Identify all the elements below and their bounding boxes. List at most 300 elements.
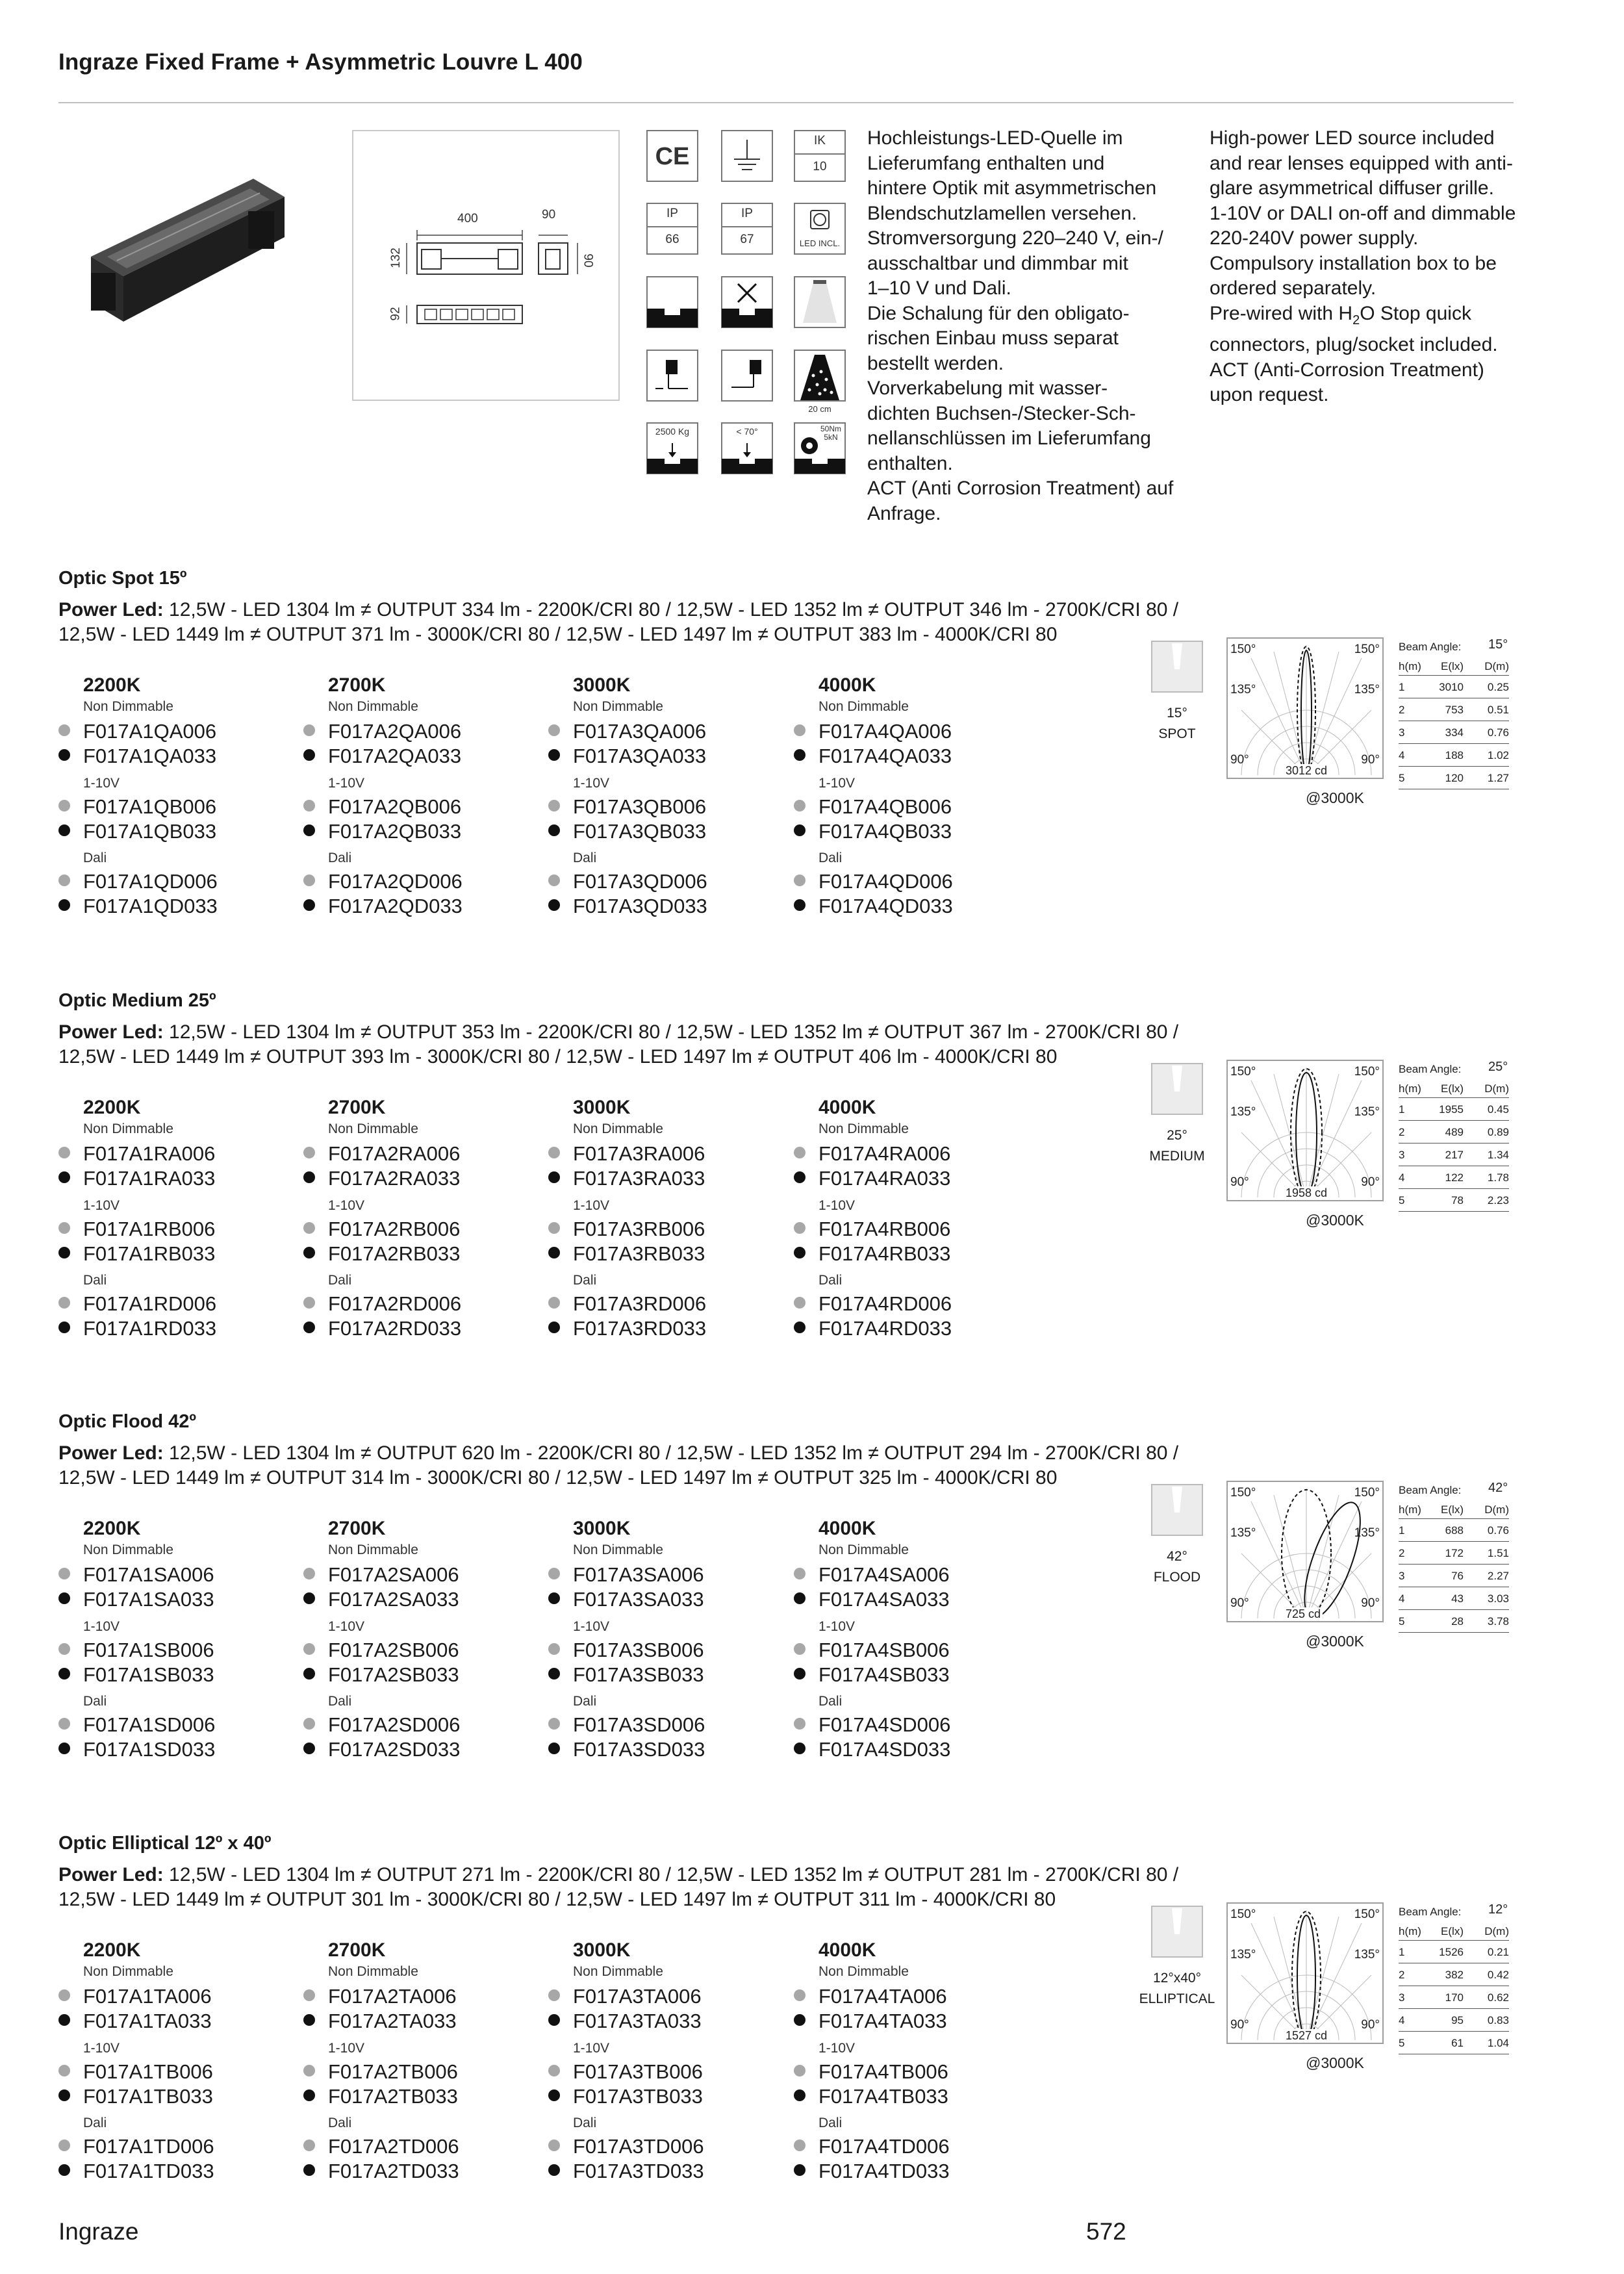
table-row [1399, 1986, 1509, 2009]
product-code [303, 895, 463, 918]
cell-illuminance: 78 [1451, 1194, 1464, 1207]
table-header-row [1399, 1077, 1509, 1098]
dimming-type: Dali [83, 1273, 107, 1288]
product-code-text: F017A4RB006 [818, 1218, 951, 1240]
col-diameter: D(m) [1484, 1925, 1509, 1937]
table-row [1399, 1189, 1509, 1212]
product-code-text: F017A2SB033 [328, 1663, 459, 1686]
product-code-text: F017A4SD006 [818, 1713, 951, 1736]
beam-value: 25° [1167, 1128, 1187, 1143]
polar-diagram [1226, 1060, 1384, 1201]
cell-diameter: 1.34 [1487, 1149, 1509, 1161]
product-code-text: F017A1TD006 [83, 2135, 214, 2158]
dimming-type: Dali [328, 1694, 352, 1709]
product-code-text: F017A2SD033 [328, 1738, 461, 1761]
dimming-type: Non Dimmable [328, 699, 418, 714]
polar-label: 90° [1230, 1175, 1249, 1189]
product-code [794, 720, 952, 743]
cell-height: 3 [1399, 1991, 1405, 2004]
product-code [794, 870, 953, 893]
cell-diameter: 0.25 [1487, 681, 1509, 693]
product-code-text: F017A1QD006 [83, 870, 218, 893]
finish-color-dot [794, 875, 806, 886]
finish-color-dot [794, 1247, 806, 1258]
cell-illuminance: 120 [1445, 772, 1464, 784]
finish-color-dot [58, 824, 70, 836]
beam-angle-label: Beam Angle: [1399, 1484, 1462, 1496]
product-code-text: F017A2RA033 [328, 1167, 461, 1190]
table-row [1399, 1098, 1509, 1121]
finish-color-dot [794, 1743, 806, 1754]
finish-color-dot [58, 1592, 70, 1604]
mounting-icon [646, 350, 698, 402]
product-code [58, 1317, 216, 1340]
ground-symbol-icon [721, 130, 773, 182]
product-code-text: F017A4QA033 [818, 745, 952, 767]
product-code [303, 1639, 459, 1662]
cell-diameter: 1.02 [1487, 749, 1509, 761]
cell-illuminance: 334 [1445, 726, 1464, 739]
product-code-text: F017A2QB006 [328, 795, 462, 818]
product-code-text: F017A1QA033 [83, 745, 217, 767]
finish-color-dot [794, 2089, 806, 2101]
finish-color-dot [794, 724, 806, 736]
beam-value: 15° [1167, 706, 1187, 721]
finish-color-dot [794, 2164, 806, 2176]
finish-color-dot [794, 1668, 806, 1680]
finish-color-dot [303, 1643, 315, 1655]
product-code-text: F017A3QA033 [573, 745, 707, 767]
finish-color-dot [548, 1643, 560, 1655]
product-code-text: F017A1RB006 [83, 1218, 216, 1240]
cell-height: 2 [1399, 1126, 1405, 1138]
product-code [303, 1588, 459, 1611]
product-code [303, 1713, 460, 1737]
product-code [794, 1563, 950, 1587]
finish-color-dot [548, 1171, 560, 1183]
finish-color-dot [548, 2065, 560, 2076]
product-code-text: F017A2QA006 [328, 720, 462, 743]
product-code [58, 1713, 215, 1737]
optic-section [0, 990, 1624, 1406]
product-code [548, 745, 706, 768]
product-code [58, 1242, 215, 1266]
table-row [1399, 1519, 1509, 1542]
finish-color-dot [303, 1743, 315, 1754]
finish-color-dot [548, 1247, 560, 1258]
color-temperature: 2200K [83, 1518, 141, 1539]
product-code [794, 1663, 950, 1687]
table-row [1399, 2009, 1509, 2032]
product-code-text: F017A1TB006 [83, 2060, 213, 2083]
product-code-text: F017A3QA006 [573, 720, 707, 743]
optic-title: Optic Medium 25º [58, 990, 216, 1011]
dim-top: 92 [388, 307, 403, 321]
product-code-text: F017A2QA033 [328, 745, 462, 767]
color-temperature: 2700K [328, 1097, 386, 1118]
polar-label: 150° [1354, 1065, 1380, 1079]
product-code [548, 1985, 702, 2008]
color-temperature: 4000K [818, 1097, 876, 1118]
finish-color-dot [548, 2140, 560, 2151]
color-temperature: 3000K [573, 1939, 631, 1961]
cell-height: 4 [1399, 749, 1405, 761]
dimming-type: 1-10V [83, 1198, 120, 1213]
polar-label: 135° [1354, 1526, 1380, 1540]
product-code [58, 870, 218, 893]
product-code-text: F017A4QD033 [818, 895, 953, 917]
product-code [303, 1142, 460, 1166]
reference-temperature: @3000K [1306, 789, 1364, 806]
product-code [794, 1639, 950, 1662]
load-2500kg-icon: 2500 Kg [646, 422, 698, 474]
finish-color-dot [548, 875, 560, 886]
cell-diameter: 1.04 [1487, 2037, 1509, 2049]
product-code-text: F017A2TB006 [328, 2060, 458, 2083]
polar-label: 135° [1230, 1105, 1256, 1119]
dimming-type: 1-10V [573, 1619, 610, 1634]
table-row [1399, 698, 1509, 721]
product-code [303, 1663, 459, 1687]
finish-color-dot [794, 749, 806, 761]
cell-height: 3 [1399, 1149, 1405, 1161]
cell-diameter: 3.78 [1487, 1615, 1509, 1628]
cell-height: 1 [1399, 1103, 1405, 1116]
beam-angle-value: 25° [1488, 1060, 1508, 1074]
finish-color-dot [794, 1322, 806, 1333]
product-code-text: F017A3QD033 [573, 895, 707, 917]
dimming-type: Dali [83, 850, 107, 865]
cell-height: 5 [1399, 2037, 1405, 2049]
polar-label: 90° [1230, 1596, 1249, 1610]
product-code [58, 1588, 214, 1611]
product-code-text: F017A3TB006 [573, 2060, 703, 2083]
title-divider [58, 102, 1514, 103]
polar-label: 90° [1230, 2018, 1249, 2032]
finish-color-dot [303, 1718, 315, 1730]
power-led-line-2: 12,5W - LED 1449 lm ≠ OUTPUT 371 lm - 3000K/CRI 80 / 12,5W - LED 1497 lm ≠ OUTPUT 383 lm - 4000K/CRI 80 [58, 624, 1058, 645]
product-code-text: F017A1QD033 [83, 895, 218, 917]
dimming-type: Dali [573, 1694, 597, 1709]
product-code-text: F017A4TA006 [818, 1985, 947, 2008]
color-temperature: 3000K [573, 1518, 631, 1539]
product-code-text: F017A2RA006 [328, 1142, 461, 1165]
product-code [58, 1738, 215, 1761]
dim-width: 90 [542, 208, 556, 222]
cell-diameter: 2.23 [1487, 1194, 1509, 1207]
product-code-text: F017A4QA006 [818, 720, 952, 743]
product-code-text: F017A3QB006 [573, 795, 707, 818]
beam-name: ELLIPTICAL [1139, 1991, 1215, 2006]
finish-color-dot [58, 2164, 70, 2176]
product-code [303, 1738, 460, 1761]
cell-diameter: 3.03 [1487, 1592, 1509, 1605]
product-code-text: F017A4SD033 [818, 1738, 951, 1761]
dimming-type: Non Dimmable [83, 1542, 173, 1557]
finish-color-dot [794, 1643, 806, 1655]
power-led-line [58, 1441, 1178, 1466]
finish-color-dot [794, 824, 806, 836]
cell-illuminance: 122 [1445, 1171, 1464, 1184]
beam-value: 12°x40° [1152, 1971, 1201, 1986]
beam-angle-label: Beam Angle: [1399, 1063, 1462, 1075]
polar-diagram [1226, 637, 1384, 779]
cell-height: 2 [1399, 704, 1405, 716]
product-code [58, 1985, 212, 2008]
product-code [303, 2160, 459, 2183]
product-code [303, 820, 461, 843]
dimming-type: Non Dimmable [83, 1121, 173, 1136]
polar-label: 90° [1230, 753, 1249, 767]
cell-illuminance: 28 [1451, 1615, 1464, 1628]
dimming-type: Dali [83, 2115, 107, 2130]
product-code [548, 2010, 702, 2033]
product-code-text: F017A2SA033 [328, 1588, 459, 1611]
dim-side: 90 [581, 253, 595, 268]
ip66-icon: IP 66 [646, 203, 698, 255]
finish-color-dot [548, 1718, 560, 1730]
table-row [1399, 1963, 1509, 1986]
product-code [548, 1639, 704, 1662]
product-code [794, 1588, 950, 1611]
product-code-text: F017A4RA006 [818, 1142, 951, 1165]
power-led-line [58, 598, 1178, 622]
cell-height: 5 [1399, 1615, 1405, 1628]
finish-color-dot [794, 1568, 806, 1579]
polar-label: 150° [1230, 1065, 1256, 1079]
color-temperature: 2700K [328, 1518, 386, 1539]
product-code-text: F017A2SB006 [328, 1639, 459, 1661]
product-code-text: F017A3SD006 [573, 1713, 705, 1736]
table-header-row [1399, 655, 1509, 676]
beam-name: SPOT [1158, 726, 1196, 741]
table-row [1399, 744, 1509, 767]
cell-diameter: 0.51 [1487, 704, 1509, 716]
product-code [58, 1639, 214, 1662]
product-code [58, 895, 218, 918]
cell-illuminance: 61 [1451, 2037, 1464, 2049]
polar-label: 150° [1354, 643, 1380, 656]
cell-diameter: 0.83 [1487, 2014, 1509, 2026]
candela-value: 725 cd [1284, 1607, 1323, 1621]
description-german: Hochleistungs-LED-Quelle im Lieferumfang enthalten und hintere Optik mit asymmetrischen Blendschutzlamellen versehen. Stromversorgung 220–240 V, ein-/ ausschaltbar und dimmbar mit 1–10 V und Dali. Die Schalung für den obligato- rischen Einbau muss separat bestellt werden. Vorverkabelung mit wasser- dichten Buchsen-/Stecker-Sch- nellanschlüssen im Lieferumfang enthalten. ACT (Anti Corrosion Treatment) auf Anfrage. [867, 127, 1174, 524]
product-code-text: F017A3RA033 [573, 1167, 705, 1190]
dimming-type: Dali [328, 2115, 352, 2130]
dimming-type: 1-10V [83, 2041, 120, 2056]
dimming-type: Dali [328, 1273, 352, 1288]
cell-height: 3 [1399, 726, 1405, 739]
power-led-values: 12,5W - LED 1304 lm ≠ OUTPUT 271 lm - 2200K/CRI 80 / 12,5W - LED 1352 lm ≠ OUTPUT 281 lm - 2700K/CRI 80 / [169, 1864, 1179, 1885]
finish-color-dot [303, 1592, 315, 1604]
table-row [1399, 2032, 1509, 2054]
cell-height: 5 [1399, 772, 1405, 784]
cell-height: 4 [1399, 2014, 1405, 2026]
product-code [303, 795, 461, 819]
power-led-values: 12,5W - LED 1304 lm ≠ OUTPUT 620 lm - 2200K/CRI 80 / 12,5W - LED 1352 lm ≠ OUTPUT 294 lm - 2700K/CRI 80 / [169, 1442, 1179, 1464]
finish-color-dot [548, 1668, 560, 1680]
ce-mark-icon: CE [646, 130, 698, 182]
finish-color-dot [303, 1568, 315, 1579]
cell-diameter: 2.27 [1487, 1570, 1509, 1582]
dimming-type: Dali [83, 1694, 107, 1709]
product-code-text: F017A3QD006 [573, 870, 707, 893]
product-code-text: F017A2TB033 [328, 2085, 458, 2108]
ik-rating-icon: IK 10 [794, 130, 846, 182]
finish-color-dot [303, 1147, 315, 1158]
col-diameter: D(m) [1484, 660, 1509, 672]
page-title: Ingraze Fixed Frame + Asymmetric Louvre L 400 [58, 49, 583, 75]
finish-color-dot [303, 2089, 315, 2101]
dimming-type: 1-10V [818, 1619, 856, 1634]
finish-color-dot [548, 2089, 560, 2101]
product-code-text: F017A3SB033 [573, 1663, 704, 1686]
finish-color-dot [548, 724, 560, 736]
finish-color-dot [303, 899, 315, 911]
color-temperature: 3000K [573, 674, 631, 696]
table-row [1399, 1121, 1509, 1143]
product-code-text: F017A3TD033 [573, 2160, 704, 2182]
dimming-type: Dali [818, 850, 843, 865]
product-code [303, 745, 461, 768]
product-code [303, 2135, 459, 2158]
color-temperature: 3000K [573, 1097, 631, 1118]
product-code-text: F017A4TD033 [818, 2160, 950, 2182]
finish-color-dot [58, 899, 70, 911]
candela-value: 1958 cd [1284, 1186, 1329, 1200]
cell-illuminance: 3010 [1439, 681, 1464, 693]
product-code-text: F017A1QA006 [83, 720, 217, 743]
product-code [548, 1242, 705, 1266]
finish-color-dot [794, 800, 806, 811]
light-beam-icon [794, 276, 846, 328]
beam-value: 42° [1167, 1549, 1187, 1564]
finish-color-dot [58, 1222, 70, 1234]
product-code [58, 720, 216, 743]
col-height: h(m) [1399, 1503, 1421, 1516]
dimming-type: Dali [818, 2115, 843, 2130]
finish-color-dot [58, 1171, 70, 1183]
product-code-text: F017A2QD006 [328, 870, 463, 893]
product-code-text: F017A1TA006 [83, 1985, 212, 2008]
finish-color-dot [548, 749, 560, 761]
product-code [548, 820, 706, 843]
finish-color-dot [794, 1147, 806, 1158]
product-code [548, 1663, 704, 1687]
finish-color-dot [58, 875, 70, 886]
optic-section [0, 1833, 1624, 2249]
finish-color-dot [794, 2065, 806, 2076]
product-code-text: F017A3RD033 [573, 1317, 707, 1340]
product-code [58, 1292, 216, 1316]
finish-color-dot [548, 1297, 560, 1309]
finish-color-dot [303, 2014, 315, 2026]
product-code [303, 1985, 457, 2008]
cell-diameter: 1.27 [1487, 772, 1509, 784]
surface-temp-icon: < 70° [721, 422, 773, 474]
product-code [548, 895, 707, 918]
depth-20cm-icon: 20 cm [794, 350, 846, 402]
product-code [548, 720, 706, 743]
dimming-type: Non Dimmable [328, 1542, 418, 1557]
cell-illuminance: 188 [1445, 749, 1464, 761]
table-header-row [1399, 1498, 1509, 1519]
dimming-type: Non Dimmable [83, 1964, 173, 1979]
beam-angle-icon [1151, 641, 1203, 693]
color-temperature: 4000K [818, 1939, 876, 1961]
power-led-line-2: 12,5W - LED 1449 lm ≠ OUTPUT 393 lm - 3000K/CRI 80 / 12,5W - LED 1497 lm ≠ OUTPUT 406 lm - 4000K/CRI 80 [58, 1046, 1058, 1067]
finish-color-dot [58, 1643, 70, 1655]
color-temperature: 2700K [328, 1939, 386, 1961]
product-code-text: F017A4RA033 [818, 1167, 951, 1190]
dimming-type: Non Dimmable [573, 1542, 663, 1557]
product-code-text: F017A1TD033 [83, 2160, 214, 2182]
col-diameter: D(m) [1484, 1503, 1509, 1516]
cell-diameter: 0.76 [1487, 726, 1509, 739]
polar-label: 135° [1230, 1526, 1256, 1540]
finish-color-dot [794, 1171, 806, 1183]
product-code [794, 1713, 950, 1737]
dimming-type: 1-10V [83, 1619, 120, 1634]
finish-color-dot [58, 1718, 70, 1730]
polar-label: 150° [1230, 643, 1256, 656]
color-temperature: 4000K [818, 674, 876, 696]
finish-color-dot [794, 2014, 806, 2026]
finish-color-dot [548, 2014, 560, 2026]
dimming-type: Dali [573, 1273, 597, 1288]
product-code-text: F017A3TA033 [573, 2010, 702, 2032]
product-code [794, 820, 952, 843]
dimming-type: 1-10V [328, 1198, 365, 1213]
polar-label: 90° [1361, 753, 1380, 767]
product-code-text: F017A4SA006 [818, 1563, 950, 1586]
cell-diameter: 0.21 [1487, 1946, 1509, 1958]
product-code-text: F017A2TD006 [328, 2135, 459, 2158]
product-code [303, 2010, 457, 2033]
product-code [303, 1292, 461, 1316]
color-temperature: 2200K [83, 1939, 141, 1961]
product-code-text: F017A4SB006 [818, 1639, 950, 1661]
product-code [794, 1292, 952, 1316]
color-temperature: 4000K [818, 1518, 876, 1539]
table-row [1399, 721, 1509, 744]
finish-color-dot [548, 800, 560, 811]
col-illuminance: E(lx) [1441, 1503, 1464, 1516]
finish-color-dot [548, 1147, 560, 1158]
table-row [1399, 1610, 1509, 1633]
cell-illuminance: 43 [1451, 1592, 1464, 1605]
product-code [58, 1142, 215, 1166]
product-code [303, 2085, 458, 2108]
finish-color-dot [548, 1989, 560, 2001]
cell-illuminance: 76 [1451, 1570, 1464, 1582]
product-code-text: F017A2RB033 [328, 1242, 461, 1265]
wiring-icon [721, 350, 773, 402]
product-code [303, 870, 463, 893]
dimming-type: Non Dimmable [573, 1964, 663, 1979]
dimming-type: Dali [818, 1273, 843, 1288]
table-row [1399, 1542, 1509, 1565]
product-code-text: F017A3QB033 [573, 820, 707, 843]
beam-angle-value: 15° [1488, 637, 1508, 652]
cell-diameter: 1.51 [1487, 1547, 1509, 1559]
product-code-text: F017A1SD006 [83, 1713, 216, 1736]
product-code [58, 1663, 214, 1687]
product-code-text: F017A3SB006 [573, 1639, 704, 1661]
product-code [58, 2085, 213, 2108]
product-code-text: F017A3SA006 [573, 1563, 704, 1586]
col-illuminance: E(lx) [1441, 1925, 1464, 1937]
product-code [58, 1167, 215, 1190]
